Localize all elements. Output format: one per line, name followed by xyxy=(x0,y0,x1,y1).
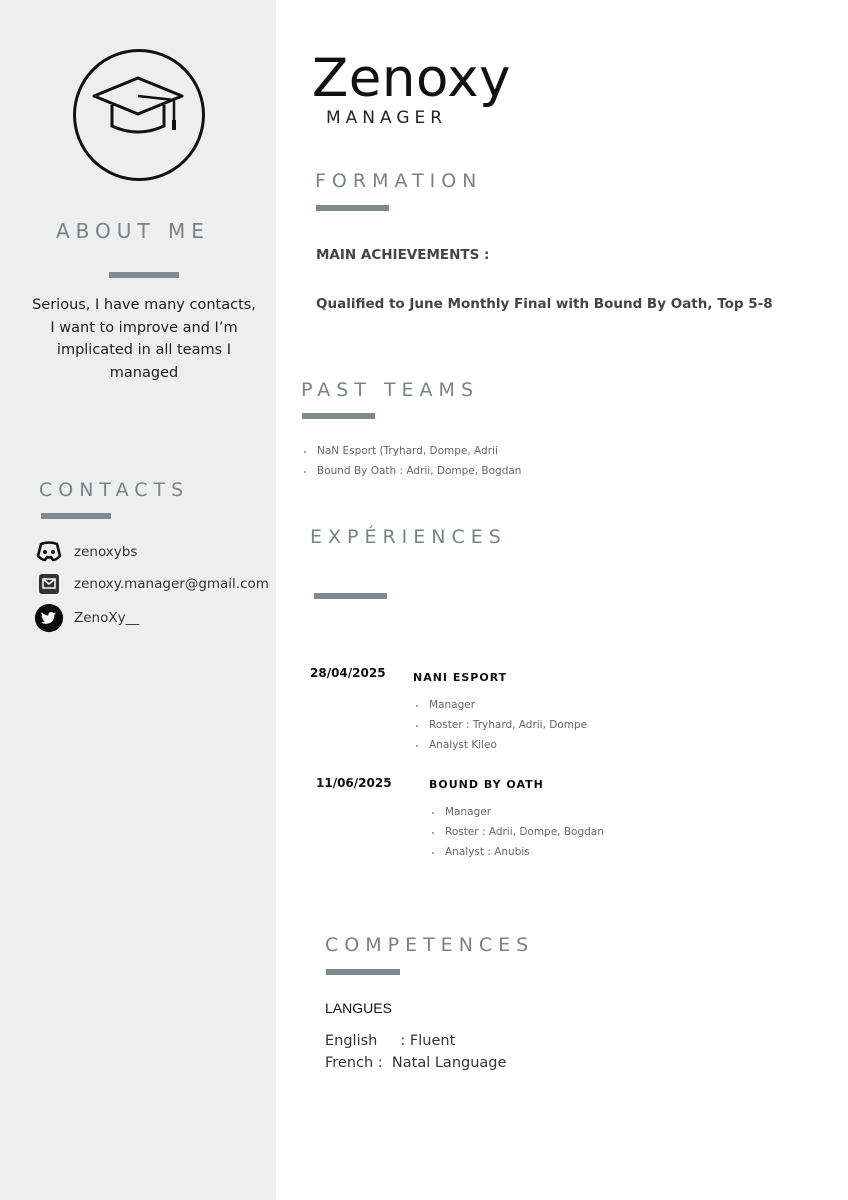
list-item: • Manager xyxy=(443,802,604,822)
experiences-divider xyxy=(314,593,387,599)
experience-team: BOUND BY OATH xyxy=(429,778,544,791)
about-divider xyxy=(109,272,179,278)
language-item: English : Fluent xyxy=(325,1033,456,1049)
twitter-icon xyxy=(34,602,64,634)
experience-team: NANI ESPORT xyxy=(413,671,508,684)
languages-label: LANGUES xyxy=(325,1000,392,1016)
competences-divider xyxy=(326,969,400,975)
past-teams-list xyxy=(301,441,521,481)
experiences-title: EXPÉRIENCES xyxy=(310,526,507,548)
contacts-divider xyxy=(41,513,111,519)
past-teams-divider xyxy=(302,413,375,419)
experience-date: 11/06/2025 xyxy=(316,776,392,790)
achievement-text: Qualified to June Monthly Final with Bound By Oath, Top 5-8 xyxy=(316,296,773,312)
list-item: • Analyst Kileo xyxy=(427,735,587,755)
past-teams-title: PAST TEAMS xyxy=(301,379,480,401)
contact-email[interactable] xyxy=(34,573,269,595)
formation-title: FORMATION xyxy=(315,170,483,192)
candidate-role: MANAGER xyxy=(326,108,448,128)
contacts-title: CONTACTS xyxy=(39,479,190,501)
list-item: • Bound By Oath : Adrii, Dompe, Bogdan xyxy=(315,461,521,481)
graduation-cap-icon xyxy=(90,74,186,144)
list-item: • Manager xyxy=(427,695,587,715)
logo xyxy=(73,49,205,181)
contact-discord[interactable] xyxy=(34,541,137,563)
formation-divider xyxy=(316,205,389,211)
about-text: Serious, I have many contacts, I want to improve and I’m implicated in all teams I managed xyxy=(32,297,256,381)
experience-date: 28/04/2025 xyxy=(310,666,386,680)
list-item: • Roster : Adrii, Dompe, Bogdan xyxy=(443,822,604,842)
candidate-name: Zenoxy xyxy=(312,48,512,109)
sidebar xyxy=(0,0,276,1200)
experience-details xyxy=(429,802,604,862)
contact-discord-text: zenoxybs xyxy=(74,544,138,560)
language-item: French : Natal Language xyxy=(325,1055,507,1071)
competences-title: COMPETENCES xyxy=(325,934,535,956)
about-title: ABOUT ME xyxy=(56,219,210,243)
experience-details xyxy=(413,695,587,755)
list-item: • NaN Esport (Tryhard, Dompe, Adrii xyxy=(315,441,521,461)
contact-twitter[interactable] xyxy=(34,602,139,634)
list-item: • Roster : Tryhard, Adrii, Dompe xyxy=(427,715,587,735)
email-icon xyxy=(34,573,64,595)
contact-email-text: zenoxy.manager@gmail.com xyxy=(74,576,269,592)
list-item: • Analyst : Anubis xyxy=(443,842,604,862)
achievements-label: MAIN ACHIEVEMENTS : xyxy=(316,247,490,263)
discord-icon xyxy=(34,541,64,563)
contact-twitter-text: ZenoXy__ xyxy=(74,610,140,626)
